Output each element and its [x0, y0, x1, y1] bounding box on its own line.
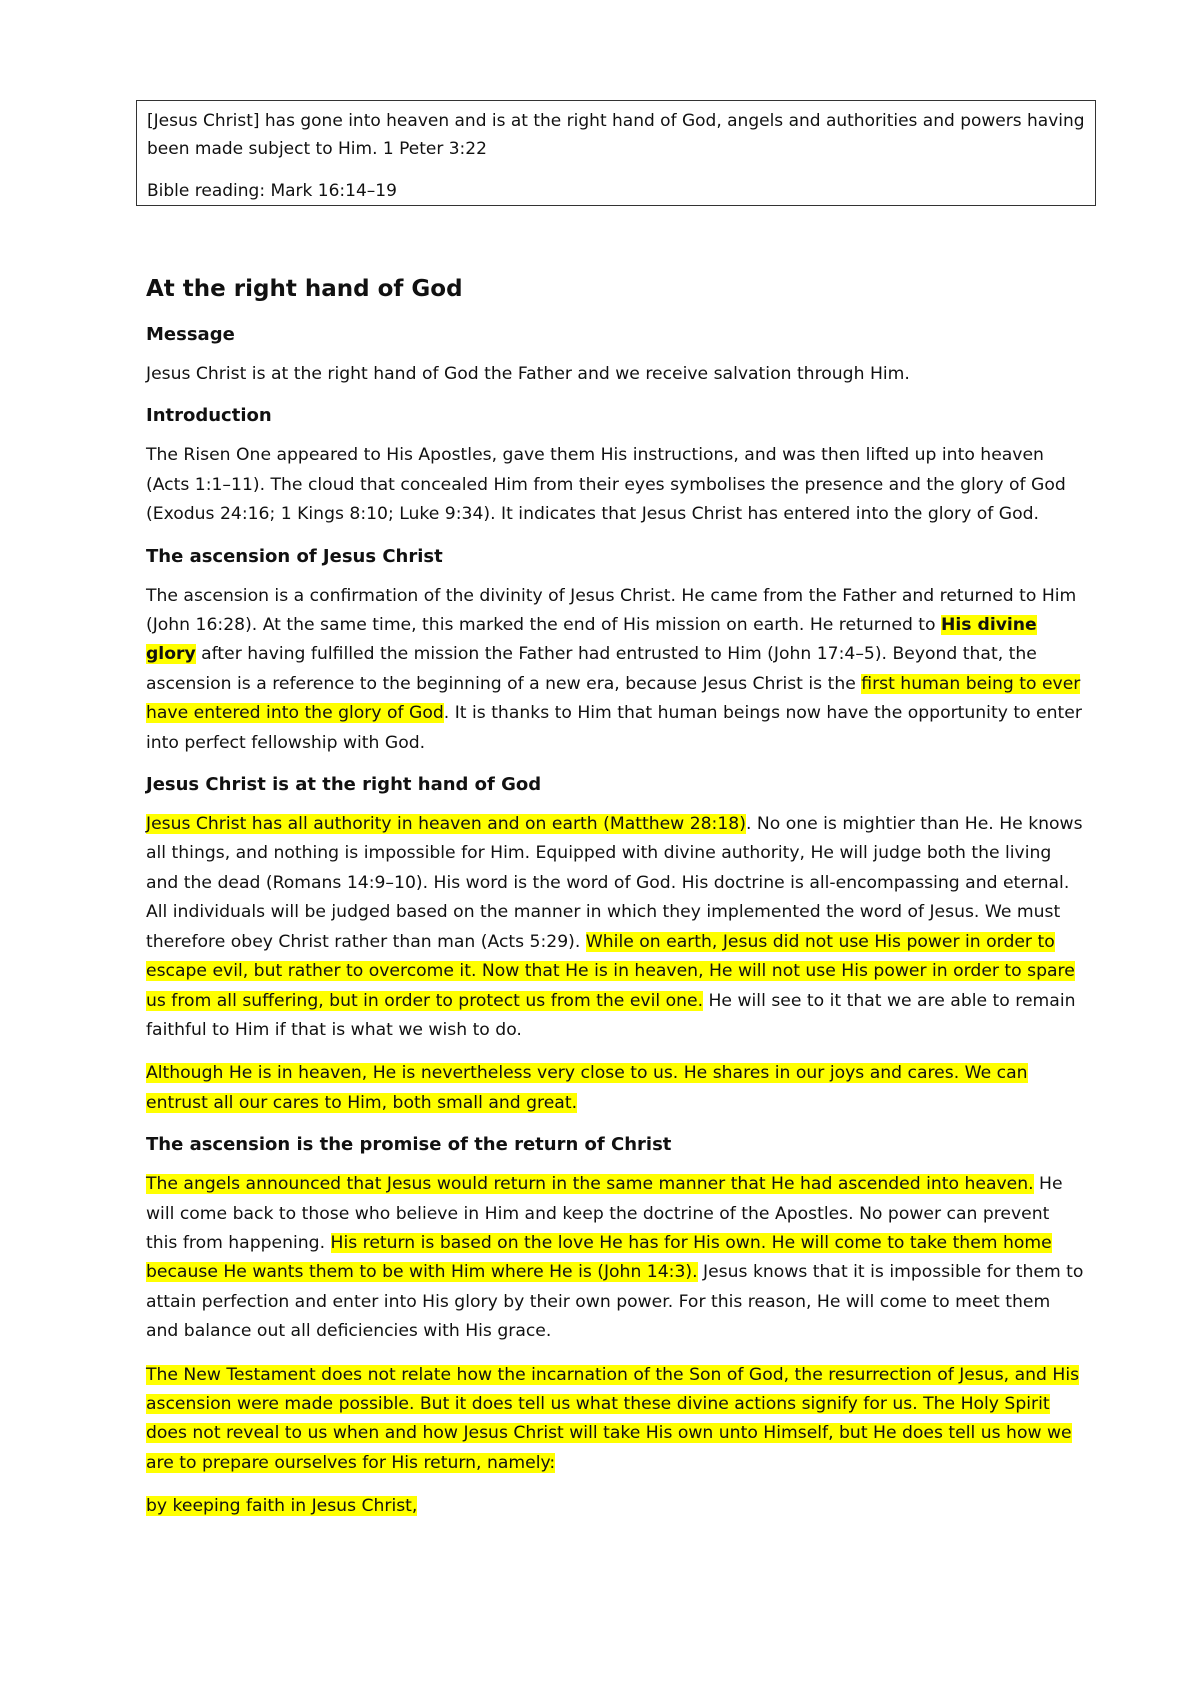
highlight-divine-glory: His divine glory [146, 615, 1037, 665]
message-heading: Message [146, 324, 235, 345]
promise-paragraph-3 [146, 1492, 1086, 1521]
introduction-heading: Introduction [146, 405, 272, 427]
document-title: At the right hand of God [146, 276, 463, 302]
right-hand-paragraph-2 [146, 1059, 1086, 1118]
promise-paragraph-1 [146, 1170, 1086, 1346]
right-hand-heading: Jesus Christ is at the right hand of God [146, 774, 542, 796]
right-hand-text-a: . No one is mightier than He. He knows all things, and nothing is impossible for Him. Equipped with divine authority, He will judge both the living and the dead (Romans 14:9–10). His word is the word of God. His doctrine is all-encompassing and eternal. All individuals will be judged based on the manner in which they implemented the word of Jesus. We must therefore obey Christ rather than man (Acts 5:29). [146, 814, 1083, 952]
promise-heading: The ascension is the promise of the return of Christ [146, 1134, 672, 1156]
highlight-new-testament: The New Testament does not relate how the incarnation of the Son of God, the resurrection of Jesus, and His ascension were made possible. But it does tell us what these divine actions signify for us. The Holy Spirit does not reveal to us when and how Jesus Christ will take His own unto Himself, but He does tell us how we are to prepare ourselves for His return, namely: [146, 1364, 1080, 1473]
introduction-paragraph: The Risen One appeared to His Apostles, gave them His instructions, and was then lifted up into heaven (Acts 1:1–11). The cloud that concealed Him from their eyes symbolises the presence and the glory of God (Exodus 24:16; 1 Kings 8:10; Luke 9:34). It indicates that Jesus Christ has entered into the glory of God. [146, 445, 1066, 525]
scripture-box [136, 100, 1096, 206]
document-body [146, 322, 1086, 1536]
highlight-first-human: first human being to ever have entered into the glory of God [146, 673, 1081, 724]
promise-paragraph-2 [146, 1361, 1086, 1479]
highlight-all-authority: Jesus Christ has all authority in heaven and on earth (Matthew 28:18) [146, 814, 746, 835]
right-hand-text-b: He will see to it that we are able to remain faithful to Him if that is what we wish to do. [146, 990, 1076, 1040]
right-hand-paragraph-1 [146, 810, 1086, 1045]
scripture-quote: [Jesus Christ] has gone into heaven and is at the right hand of God, angels and authorities and powers having been made subject to Him. 1 Peter 3:22 [147, 111, 1085, 159]
highlight-his-return: His return is based on the love He has for His own. He will come to take them home because He wants them to be with Him where He is (John 14:3). [146, 1232, 1052, 1283]
ascension-heading: The ascension of Jesus Christ [146, 545, 443, 567]
highlight-power: While on earth, Jesus did not use His power in order to escape evil, but rather to overcome it. Now that He is in heaven, He will not use His power in order to spare us from all suffering, but in order to protect us from the evil one. [146, 931, 1075, 1011]
highlight-keeping-faith: by keeping faith in Jesus Christ, [146, 1496, 418, 1517]
ascension-text-c: . It is thanks to Him that human beings now have the opportunity to enter into perfect fellowship with God. [146, 703, 1082, 753]
ascension-paragraph [146, 582, 1086, 758]
promise-text-a: He will come back to those who believe in Him and keep the doctrine of the Apostles. No power can prevent this from happening. [146, 1174, 1063, 1253]
bible-reading: Bible reading: Mark 16:14–19 [147, 181, 397, 201]
highlight-angels-announced: The angels announced that Jesus would return in the same manner that He had ascended into heaven. [146, 1174, 1034, 1195]
message-paragraph: Jesus Christ is at the right hand of God the Father and we receive salvation through Him. [146, 364, 910, 384]
promise-text-b: Jesus knows that it is impossible for them to attain perfection and enter into His glory by their own power. For this reason, He will come to meet them and balance out all deficiencies with His grace. [146, 1262, 1084, 1342]
ascension-text-a: The ascension is a confirmation of the divinity of Jesus Christ. He came from the Father and returned to Him (John 16:28). At the same time, this marked the end of His mission on earth. He returned to [146, 585, 1077, 636]
highlight-close-to-us: Although He is in heaven, He is nevertheless very close to us. He shares in our joys and cares. We can entrust all our cares to Him, both small and great. [146, 1063, 1028, 1113]
ascension-text-b: after having fulfilled the mission the Father had entrusted to Him (John 17:4–5). Beyond that, the ascension is a reference to the beginning of a new era, because Jesus Christ is the [146, 644, 1037, 694]
